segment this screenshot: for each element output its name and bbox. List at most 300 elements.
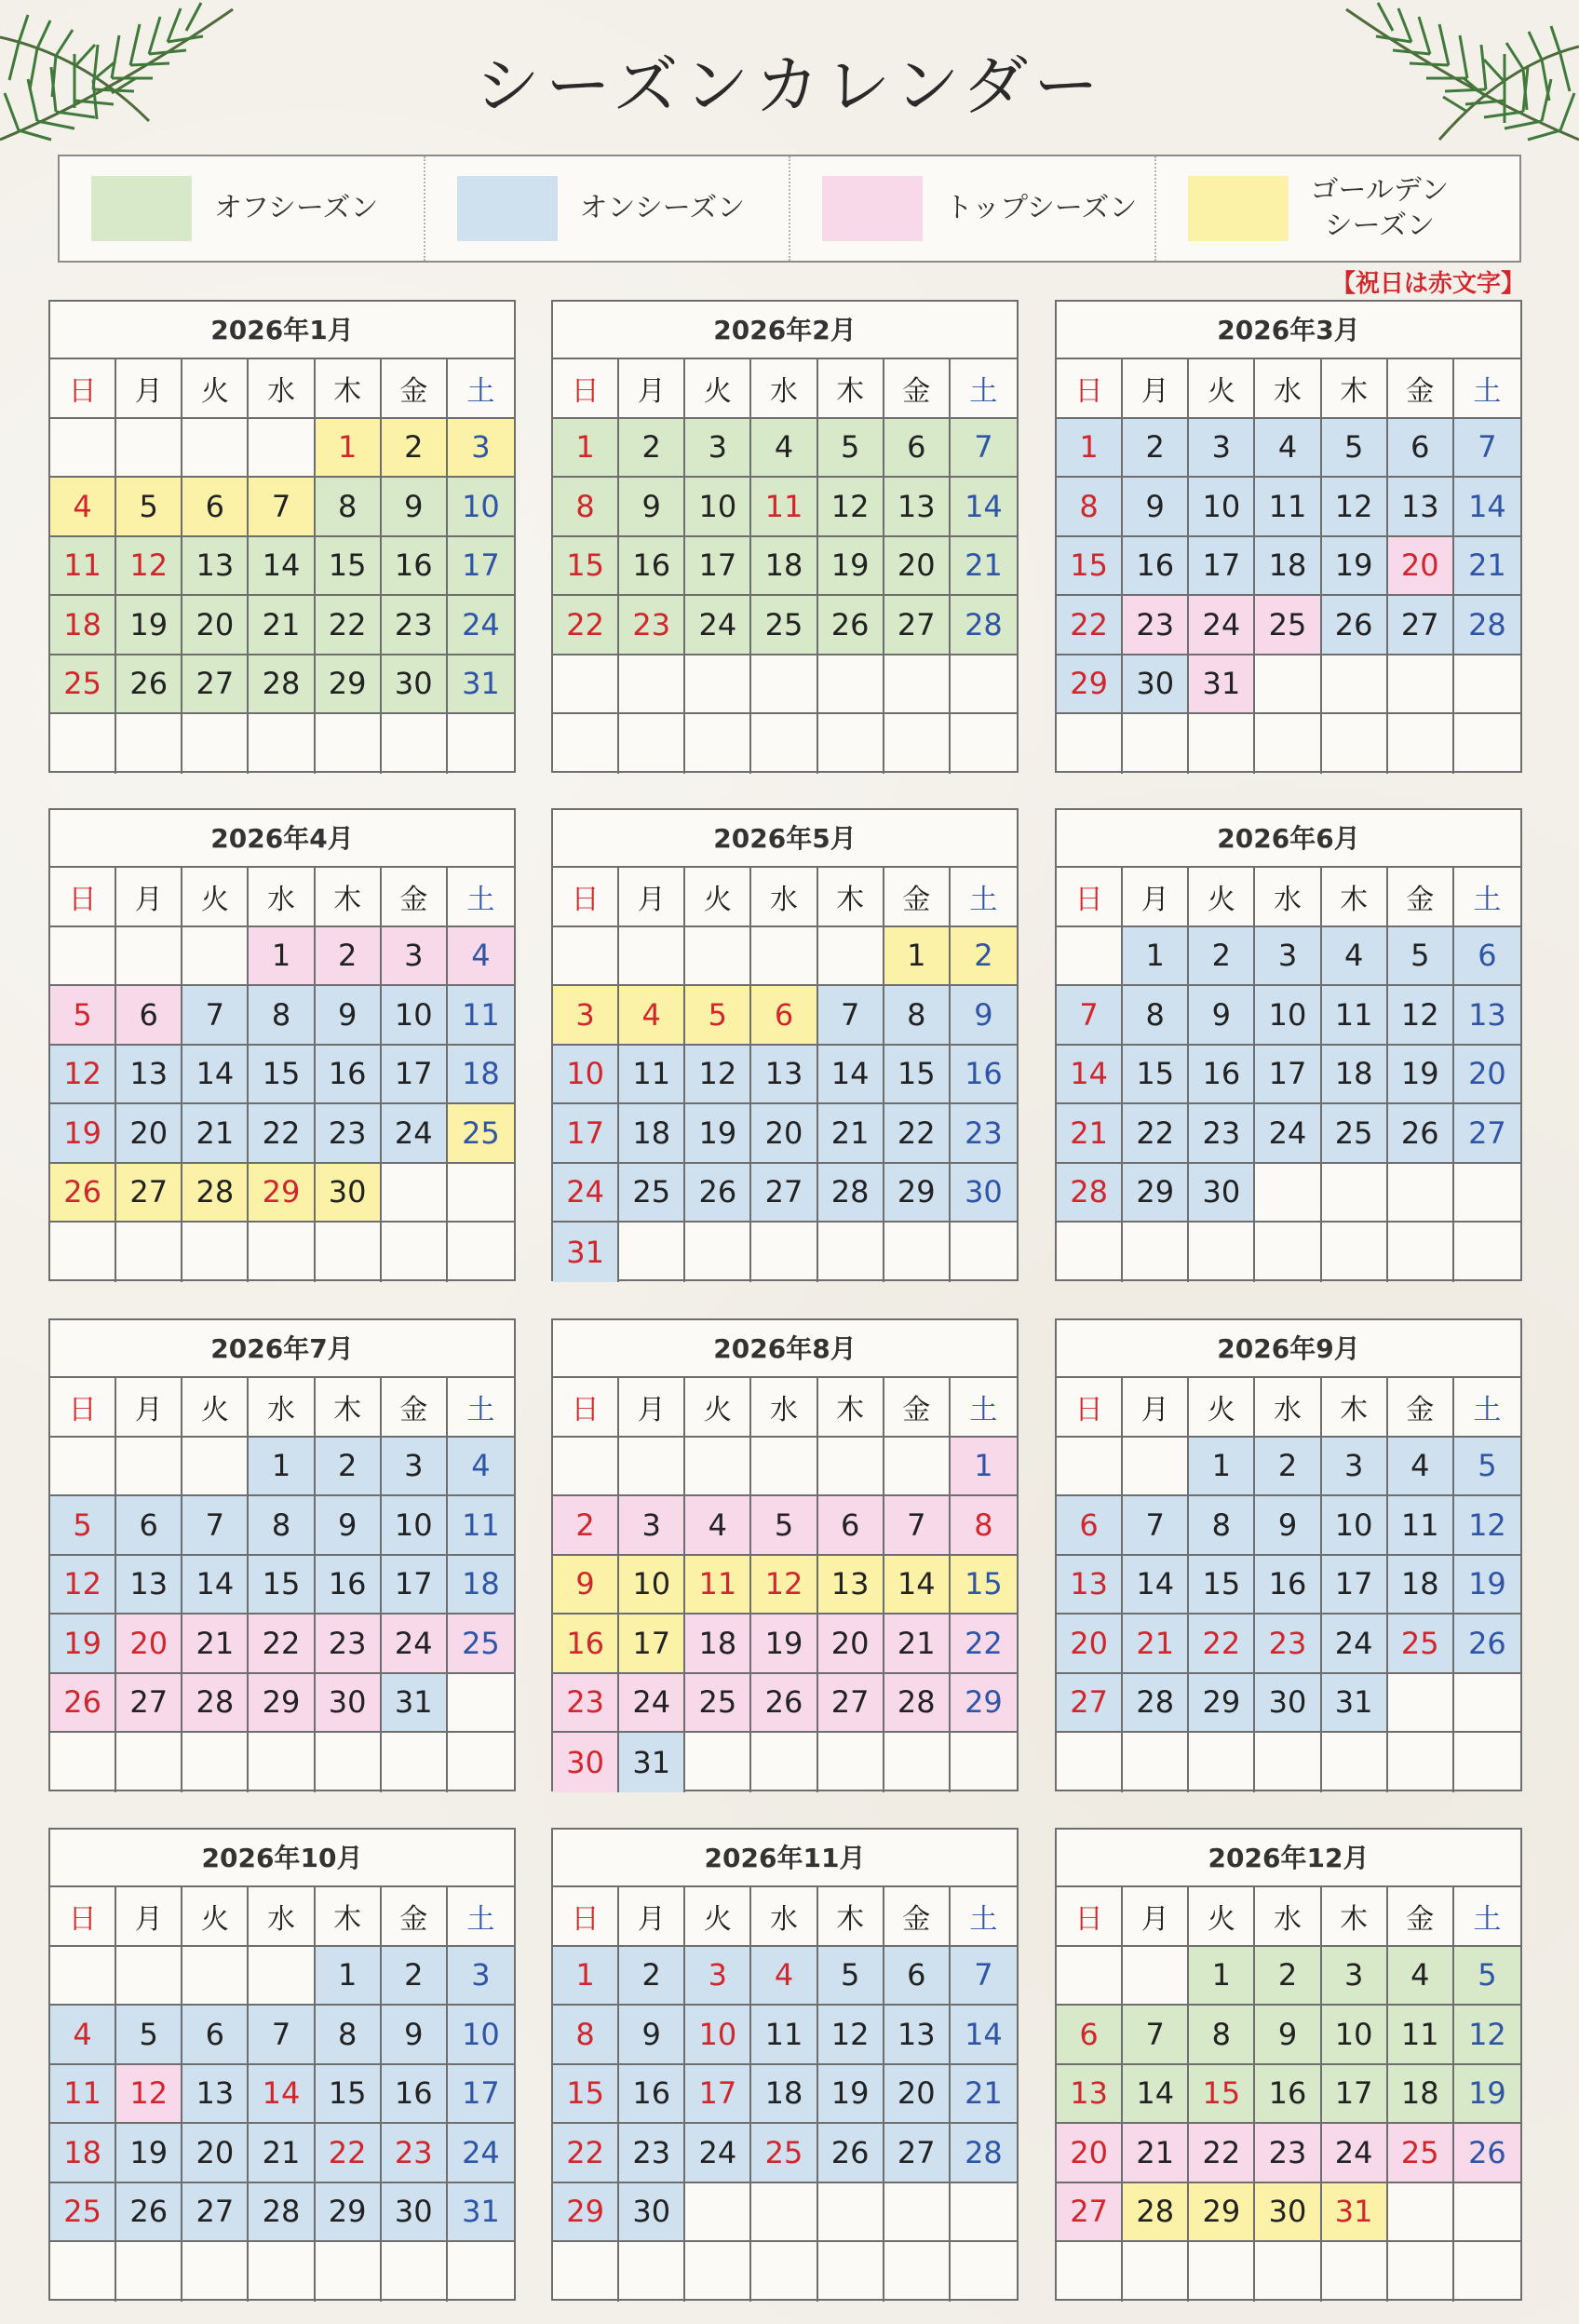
day-cell[interactable]: 4 [1255,419,1321,479]
day-cell[interactable]: 2 [382,1947,448,2006]
day-cell[interactable]: 19 [1322,537,1388,597]
day-cell[interactable]: 30 [1255,1674,1321,1734]
day-cell[interactable]: 18 [50,596,116,655]
day-cell[interactable]: 25 [1322,1104,1388,1164]
day-cell[interactable]: 7 [951,1947,1017,2006]
day-cell[interactable]: 17 [685,537,751,597]
day-cell[interactable]: 15 [553,2065,619,2125]
day-cell[interactable]: 4 [1388,1947,1454,2006]
day-cell[interactable]: 3 [619,1496,685,1556]
day-cell[interactable]: 15 [884,1046,951,1105]
day-cell[interactable]: 27 [884,2124,951,2183]
day-cell[interactable]: 16 [382,2065,448,2125]
day-cell[interactable]: 24 [619,1674,685,1734]
day-cell[interactable]: 28 [884,1674,951,1734]
day-cell[interactable]: 11 [751,2006,817,2065]
day-cell[interactable]: 7 [249,2006,315,2065]
day-cell[interactable]: 4 [448,1438,514,1497]
day-cell[interactable]: 16 [1255,1556,1321,1615]
day-cell[interactable]: 11 [1322,986,1388,1046]
day-cell[interactable]: 19 [818,2065,884,2125]
day-cell[interactable]: 22 [553,2124,619,2183]
day-cell[interactable]: 10 [382,1496,448,1556]
day-cell[interactable]: 23 [619,2124,685,2183]
day-cell[interactable]: 16 [316,1046,382,1105]
day-cell[interactable]: 3 [1322,1438,1388,1497]
day-cell[interactable]: 28 [182,1674,249,1734]
day-cell[interactable]: 4 [448,927,514,987]
day-cell[interactable]: 23 [553,1674,619,1734]
day-cell[interactable]: 3 [685,1947,751,2006]
day-cell[interactable]: 28 [249,655,315,715]
day-cell[interactable]: 5 [818,1947,884,2006]
day-cell[interactable]: 18 [685,1615,751,1674]
day-cell[interactable]: 28 [182,1164,249,1223]
day-cell[interactable]: 12 [818,2006,884,2065]
day-cell[interactable]: 29 [1057,655,1123,715]
day-cell[interactable]: 23 [316,1615,382,1674]
day-cell[interactable]: 12 [685,1046,751,1105]
day-cell[interactable]: 5 [685,986,751,1046]
day-cell[interactable]: 3 [448,1947,514,2006]
day-cell[interactable]: 23 [1189,1104,1255,1164]
day-cell[interactable]: 12 [1388,986,1454,1046]
day-cell[interactable]: 13 [1057,2065,1123,2125]
day-cell[interactable]: 30 [316,1674,382,1734]
day-cell[interactable]: 14 [951,478,1017,537]
day-cell[interactable]: 8 [553,2006,619,2065]
day-cell[interactable]: 5 [1454,1947,1520,2006]
day-cell[interactable]: 8 [1123,986,1189,1046]
day-cell[interactable]: 11 [685,1556,751,1615]
day-cell[interactable]: 31 [382,1674,448,1734]
day-cell[interactable]: 26 [1454,1615,1520,1674]
day-cell[interactable]: 18 [1255,537,1321,597]
day-cell[interactable]: 26 [1322,596,1388,655]
day-cell[interactable]: 21 [182,1104,249,1164]
day-cell[interactable]: 18 [1322,1046,1388,1105]
day-cell[interactable]: 29 [249,1674,315,1734]
day-cell[interactable]: 23 [619,596,685,655]
day-cell[interactable]: 17 [1322,1556,1388,1615]
day-cell[interactable]: 8 [249,986,315,1046]
day-cell[interactable]: 30 [1255,2183,1321,2243]
day-cell[interactable]: 19 [818,537,884,597]
day-cell[interactable]: 30 [316,1164,382,1223]
day-cell[interactable]: 25 [685,1674,751,1734]
day-cell[interactable]: 16 [619,537,685,597]
day-cell[interactable]: 28 [249,2183,315,2243]
day-cell[interactable]: 12 [116,537,182,597]
day-cell[interactable]: 25 [1388,2124,1454,2183]
day-cell[interactable]: 11 [1388,2006,1454,2065]
day-cell[interactable]: 4 [751,419,817,479]
day-cell[interactable]: 21 [1123,2124,1189,2183]
day-cell[interactable]: 2 [316,1438,382,1497]
day-cell[interactable]: 29 [1189,2183,1255,2243]
day-cell[interactable]: 18 [50,2124,116,2183]
day-cell[interactable]: 11 [751,478,817,537]
day-cell[interactable]: 10 [1189,478,1255,537]
day-cell[interactable]: 31 [1322,2183,1388,2243]
day-cell[interactable]: 14 [182,1556,249,1615]
day-cell[interactable]: 2 [1123,419,1189,479]
day-cell[interactable]: 15 [1189,1556,1255,1615]
day-cell[interactable]: 23 [1255,2124,1321,2183]
day-cell[interactable]: 2 [316,927,382,987]
day-cell[interactable]: 11 [448,986,514,1046]
day-cell[interactable]: 19 [116,596,182,655]
day-cell[interactable]: 1 [951,1438,1017,1497]
day-cell[interactable]: 29 [884,1164,951,1223]
day-cell[interactable]: 7 [884,1496,951,1556]
day-cell[interactable]: 28 [1123,1674,1189,1734]
day-cell[interactable]: 11 [50,537,116,597]
day-cell[interactable]: 11 [50,2065,116,2125]
day-cell[interactable]: 13 [751,1046,817,1105]
day-cell[interactable]: 19 [1454,2065,1520,2125]
day-cell[interactable]: 17 [1255,1046,1321,1105]
day-cell[interactable]: 27 [116,1674,182,1734]
day-cell[interactable]: 13 [1057,1556,1123,1615]
day-cell[interactable]: 27 [1057,1674,1123,1734]
day-cell[interactable]: 14 [884,1556,951,1615]
day-cell[interactable]: 9 [619,478,685,537]
day-cell[interactable]: 4 [1322,927,1388,987]
day-cell[interactable]: 12 [1322,478,1388,537]
day-cell[interactable]: 5 [116,478,182,537]
day-cell[interactable]: 20 [1388,537,1454,597]
day-cell[interactable]: 12 [50,1046,116,1105]
day-cell[interactable]: 6 [1057,2006,1123,2065]
day-cell[interactable]: 28 [818,1164,884,1223]
day-cell[interactable]: 9 [1255,2006,1321,2065]
day-cell[interactable]: 14 [1454,478,1520,537]
day-cell[interactable]: 16 [619,2065,685,2125]
day-cell[interactable]: 22 [316,2124,382,2183]
day-cell[interactable]: 20 [116,1104,182,1164]
day-cell[interactable]: 10 [448,478,514,537]
day-cell[interactable]: 6 [1454,927,1520,987]
day-cell[interactable]: 26 [1454,2124,1520,2183]
day-cell[interactable]: 10 [1322,1496,1388,1556]
day-cell[interactable]: 10 [1322,2006,1388,2065]
day-cell[interactable]: 24 [382,1104,448,1164]
day-cell[interactable]: 5 [1454,1438,1520,1497]
day-cell[interactable]: 2 [553,1496,619,1556]
day-cell[interactable]: 18 [619,1104,685,1164]
day-cell[interactable]: 5 [1388,927,1454,987]
day-cell[interactable]: 2 [1189,927,1255,987]
day-cell[interactable]: 22 [316,596,382,655]
day-cell[interactable]: 20 [884,537,951,597]
day-cell[interactable]: 31 [619,1733,685,1792]
day-cell[interactable]: 6 [1057,1496,1123,1556]
day-cell[interactable]: 21 [1454,537,1520,597]
day-cell[interactable]: 24 [685,596,751,655]
day-cell[interactable]: 3 [382,1438,448,1497]
day-cell[interactable]: 22 [884,1104,951,1164]
day-cell[interactable]: 31 [1189,655,1255,715]
day-cell[interactable]: 8 [316,478,382,537]
day-cell[interactable]: 1 [553,419,619,479]
day-cell[interactable]: 17 [619,1615,685,1674]
day-cell[interactable]: 26 [818,596,884,655]
day-cell[interactable]: 21 [182,1615,249,1674]
day-cell[interactable]: 19 [116,2124,182,2183]
day-cell[interactable]: 1 [249,927,315,987]
day-cell[interactable]: 31 [553,1223,619,1282]
day-cell[interactable]: 7 [182,986,249,1046]
day-cell[interactable]: 5 [751,1496,817,1556]
day-cell[interactable]: 8 [1189,1496,1255,1556]
day-cell[interactable]: 8 [553,478,619,537]
day-cell[interactable]: 6 [1388,419,1454,479]
day-cell[interactable]: 13 [1454,986,1520,1046]
day-cell[interactable]: 31 [1322,1674,1388,1734]
day-cell[interactable]: 25 [1388,1615,1454,1674]
day-cell[interactable]: 18 [751,2065,817,2125]
day-cell[interactable]: 9 [316,1496,382,1556]
day-cell[interactable]: 20 [751,1104,817,1164]
day-cell[interactable]: 9 [382,2006,448,2065]
day-cell[interactable]: 1 [553,1947,619,2006]
day-cell[interactable]: 25 [50,2183,116,2243]
day-cell[interactable]: 1 [316,419,382,479]
day-cell[interactable]: 22 [1189,2124,1255,2183]
day-cell[interactable]: 30 [1189,1164,1255,1223]
day-cell[interactable]: 17 [1189,537,1255,597]
day-cell[interactable]: 5 [818,419,884,479]
day-cell[interactable]: 29 [1123,1164,1189,1223]
day-cell[interactable]: 1 [884,927,951,987]
day-cell[interactable]: 13 [884,2006,951,2065]
day-cell[interactable]: 31 [448,655,514,715]
day-cell[interactable]: 4 [1388,1438,1454,1497]
day-cell[interactable]: 9 [1123,478,1189,537]
day-cell[interactable]: 20 [182,596,249,655]
day-cell[interactable]: 24 [382,1615,448,1674]
day-cell[interactable]: 19 [685,1104,751,1164]
day-cell[interactable]: 2 [382,419,448,479]
day-cell[interactable]: 28 [1123,2183,1189,2243]
day-cell[interactable]: 15 [951,1556,1017,1615]
day-cell[interactable]: 17 [448,537,514,597]
day-cell[interactable]: 10 [1255,986,1321,1046]
day-cell[interactable]: 14 [1123,2065,1189,2125]
day-cell[interactable]: 8 [1057,478,1123,537]
day-cell[interactable]: 26 [50,1164,116,1223]
day-cell[interactable]: 12 [818,478,884,537]
day-cell[interactable]: 4 [751,1947,817,2006]
day-cell[interactable]: 18 [751,537,817,597]
day-cell[interactable]: 16 [1255,2065,1321,2125]
day-cell[interactable]: 3 [1255,927,1321,987]
day-cell[interactable]: 12 [1454,1496,1520,1556]
day-cell[interactable]: 13 [182,2065,249,2125]
day-cell[interactable]: 3 [382,927,448,987]
day-cell[interactable]: 25 [619,1164,685,1223]
day-cell[interactable]: 13 [884,478,951,537]
day-cell[interactable]: 4 [50,2006,116,2065]
day-cell[interactable]: 24 [448,596,514,655]
day-cell[interactable]: 13 [818,1556,884,1615]
day-cell[interactable]: 15 [1189,2065,1255,2125]
day-cell[interactable]: 5 [1322,419,1388,479]
day-cell[interactable]: 11 [448,1496,514,1556]
day-cell[interactable]: 19 [1454,1556,1520,1615]
day-cell[interactable]: 26 [116,655,182,715]
day-cell[interactable]: 9 [951,986,1017,1046]
day-cell[interactable]: 19 [1388,1046,1454,1105]
day-cell[interactable]: 21 [1123,1615,1189,1674]
day-cell[interactable]: 18 [448,1556,514,1615]
day-cell[interactable]: 10 [448,2006,514,2065]
day-cell[interactable]: 20 [116,1615,182,1674]
day-cell[interactable]: 26 [50,1674,116,1734]
day-cell[interactable]: 7 [182,1496,249,1556]
day-cell[interactable]: 15 [1057,537,1123,597]
day-cell[interactable]: 17 [382,1556,448,1615]
day-cell[interactable]: 25 [448,1615,514,1674]
day-cell[interactable]: 27 [182,2183,249,2243]
day-cell[interactable]: 25 [448,1104,514,1164]
day-cell[interactable]: 23 [382,596,448,655]
day-cell[interactable]: 24 [1322,2124,1388,2183]
day-cell[interactable]: 24 [1322,1615,1388,1674]
day-cell[interactable]: 10 [382,986,448,1046]
day-cell[interactable]: 8 [316,2006,382,2065]
day-cell[interactable]: 12 [50,1556,116,1615]
day-cell[interactable]: 22 [1057,596,1123,655]
day-cell[interactable]: 15 [249,1046,315,1105]
day-cell[interactable]: 12 [751,1556,817,1615]
day-cell[interactable]: 14 [1057,1046,1123,1105]
day-cell[interactable]: 6 [116,1496,182,1556]
day-cell[interactable]: 11 [1388,1496,1454,1556]
day-cell[interactable]: 13 [116,1556,182,1615]
day-cell[interactable]: 26 [751,1674,817,1734]
day-cell[interactable]: 7 [1123,2006,1189,2065]
day-cell[interactable]: 21 [818,1104,884,1164]
day-cell[interactable]: 28 [1454,596,1520,655]
day-cell[interactable]: 20 [1057,2124,1123,2183]
day-cell[interactable]: 17 [448,2065,514,2125]
day-cell[interactable]: 4 [619,986,685,1046]
day-cell[interactable]: 22 [951,1615,1017,1674]
day-cell[interactable]: 17 [382,1046,448,1105]
day-cell[interactable]: 14 [818,1046,884,1105]
day-cell[interactable]: 23 [951,1104,1017,1164]
day-cell[interactable]: 23 [316,1104,382,1164]
day-cell[interactable]: 20 [884,2065,951,2125]
day-cell[interactable]: 27 [1454,1104,1520,1164]
day-cell[interactable]: 24 [448,2124,514,2183]
day-cell[interactable]: 23 [382,2124,448,2183]
day-cell[interactable]: 9 [316,986,382,1046]
day-cell[interactable]: 11 [619,1046,685,1105]
day-cell[interactable]: 14 [182,1046,249,1105]
day-cell[interactable]: 15 [316,2065,382,2125]
day-cell[interactable]: 6 [818,1496,884,1556]
day-cell[interactable]: 25 [751,2124,817,2183]
day-cell[interactable]: 21 [884,1615,951,1674]
day-cell[interactable]: 7 [818,986,884,1046]
day-cell[interactable]: 8 [249,1496,315,1556]
day-cell[interactable]: 9 [619,2006,685,2065]
day-cell[interactable]: 14 [249,2065,315,2125]
day-cell[interactable]: 10 [619,1556,685,1615]
day-cell[interactable]: 16 [316,1556,382,1615]
day-cell[interactable]: 28 [951,2124,1017,2183]
day-cell[interactable]: 7 [951,419,1017,479]
day-cell[interactable]: 24 [1255,1104,1321,1164]
day-cell[interactable]: 30 [553,1733,619,1792]
day-cell[interactable]: 16 [553,1615,619,1674]
day-cell[interactable]: 14 [951,2006,1017,2065]
day-cell[interactable]: 29 [249,1164,315,1223]
day-cell[interactable]: 29 [316,655,382,715]
day-cell[interactable]: 28 [951,596,1017,655]
day-cell[interactable]: 15 [316,537,382,597]
day-cell[interactable]: 7 [1057,986,1123,1046]
day-cell[interactable]: 21 [249,2124,315,2183]
day-cell[interactable]: 29 [316,2183,382,2243]
day-cell[interactable]: 20 [1057,1615,1123,1674]
day-cell[interactable]: 2 [619,1947,685,2006]
day-cell[interactable]: 9 [1189,986,1255,1046]
day-cell[interactable]: 7 [1123,1496,1189,1556]
day-cell[interactable]: 20 [818,1615,884,1674]
day-cell[interactable]: 13 [116,1046,182,1105]
day-cell[interactable]: 5 [116,2006,182,2065]
day-cell[interactable]: 20 [182,2124,249,2183]
day-cell[interactable]: 26 [1388,1104,1454,1164]
day-cell[interactable]: 5 [50,1496,116,1556]
day-cell[interactable]: 27 [116,1164,182,1223]
day-cell[interactable]: 30 [382,655,448,715]
day-cell[interactable]: 24 [553,1164,619,1223]
day-cell[interactable]: 27 [182,655,249,715]
day-cell[interactable]: 1 [1057,419,1123,479]
day-cell[interactable]: 14 [1123,1556,1189,1615]
day-cell[interactable]: 9 [382,478,448,537]
day-cell[interactable]: 12 [1454,2006,1520,2065]
day-cell[interactable]: 6 [116,986,182,1046]
day-cell[interactable]: 29 [951,1674,1017,1734]
day-cell[interactable]: 5 [50,986,116,1046]
day-cell[interactable]: 22 [1189,1615,1255,1674]
day-cell[interactable]: 15 [1123,1046,1189,1105]
day-cell[interactable]: 3 [685,419,751,479]
day-cell[interactable]: 26 [116,2183,182,2243]
day-cell[interactable]: 22 [249,1615,315,1674]
day-cell[interactable]: 2 [1255,1438,1321,1497]
day-cell[interactable]: 16 [1123,537,1189,597]
day-cell[interactable]: 22 [249,1104,315,1164]
day-cell[interactable]: 10 [685,478,751,537]
day-cell[interactable]: 17 [1322,2065,1388,2125]
day-cell[interactable]: 18 [1388,1556,1454,1615]
day-cell[interactable]: 27 [1057,2183,1123,2243]
day-cell[interactable]: 1 [1123,927,1189,987]
day-cell[interactable]: 19 [50,1104,116,1164]
day-cell[interactable]: 19 [751,1615,817,1674]
day-cell[interactable]: 26 [685,1164,751,1223]
day-cell[interactable]: 18 [448,1046,514,1105]
day-cell[interactable]: 6 [751,986,817,1046]
day-cell[interactable]: 4 [50,478,116,537]
